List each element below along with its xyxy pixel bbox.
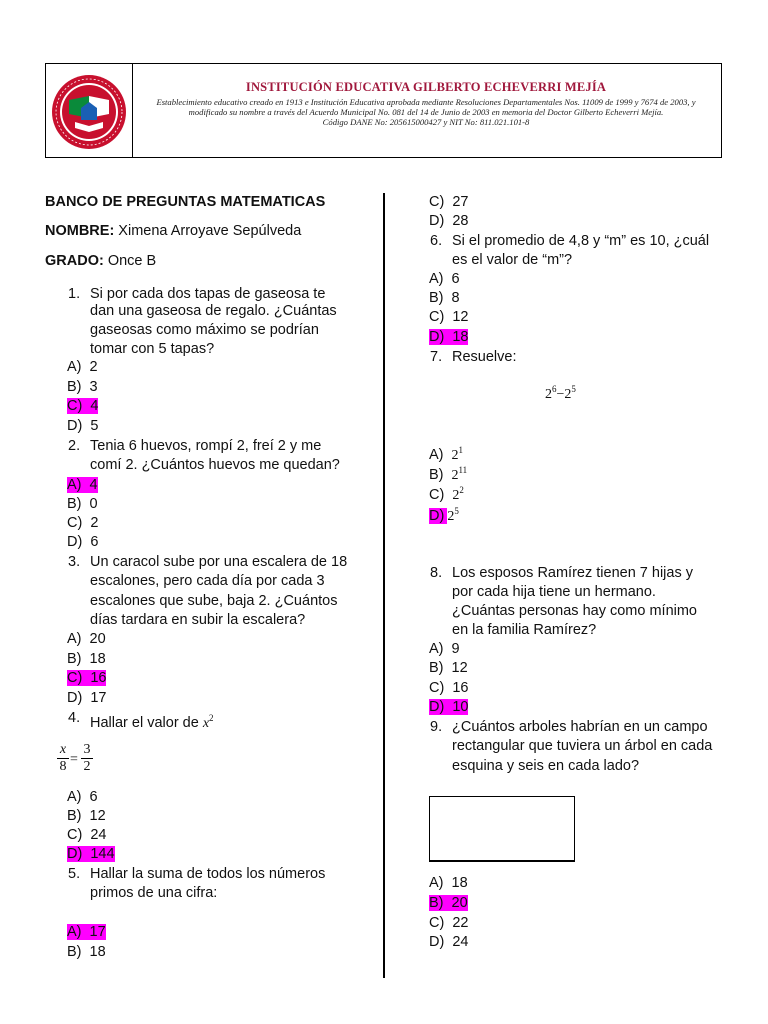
answer-option-correct: D) $2^5$ bbox=[429, 506, 459, 524]
expression: $2^6-2^5$ bbox=[545, 384, 576, 402]
question-number: 3. bbox=[68, 554, 81, 570]
question-number: 5. bbox=[68, 866, 81, 882]
institution-description bbox=[138, 97, 714, 127]
variable: x bbox=[202, 716, 210, 731]
answer-option: B) 3 bbox=[67, 379, 98, 395]
question-text: Resuelve: bbox=[452, 349, 517, 365]
description-line: Código DANE No: 205615000427 y NIT No: 811.021.101-8 bbox=[322, 117, 530, 127]
question-text: Los esposos Ramírez tienen 7 hijas y bbox=[452, 565, 693, 581]
answer-option: A) 6 bbox=[429, 271, 460, 287]
answer-option: B) 12 bbox=[67, 808, 106, 824]
name-label: NOMBRE: bbox=[45, 223, 115, 239]
question-number: 1. bbox=[68, 286, 81, 302]
answer-option-correct: A) 4 bbox=[67, 477, 98, 493]
question-text: días tardara en subir la escalera? bbox=[90, 612, 306, 628]
question-text: en la familia Ramírez? bbox=[452, 622, 597, 638]
student-name bbox=[45, 222, 301, 242]
description-line: modificado su nombre a través del Acuerdo Municipal No. 081 del 14 de Junio de 2003 en memoria del Doctor Gilberto Echeverri Mejía. bbox=[188, 107, 664, 117]
answer-option: A) 6 bbox=[67, 789, 98, 805]
question-number: 8. bbox=[430, 565, 443, 581]
answer-option-correct: C) 16 bbox=[67, 670, 107, 686]
logo-cell bbox=[46, 64, 133, 157]
answer-option: C) 22 bbox=[429, 915, 469, 931]
school-logo-icon bbox=[51, 74, 127, 150]
column-divider bbox=[383, 193, 385, 978]
answer-option: B) 12 bbox=[429, 660, 468, 676]
answer-option: D) 24 bbox=[429, 934, 469, 950]
answer-option-correct: C) 4 bbox=[67, 398, 99, 414]
answer-option: C) 24 bbox=[67, 827, 107, 843]
institution-name: INSTITUCIÓN EDUCATIVA GILBERTO ECHEVERRI MEJÍA bbox=[245, 80, 607, 94]
question-text: escalones que sube, baja 2. ¿Cuántos bbox=[90, 593, 338, 609]
answer-option: A) 18 bbox=[429, 875, 468, 891]
answer-option: D) 5 bbox=[67, 418, 99, 434]
question-text: Si por cada dos tapas de gaseosa te bbox=[90, 286, 326, 302]
question-text: esquina y seis en cada lado? bbox=[452, 758, 640, 774]
answer-option: B) $2^{11}$ bbox=[429, 465, 468, 483]
question-text: es el valor de “m”? bbox=[452, 252, 573, 268]
question-number: 7. bbox=[430, 349, 443, 365]
question-text: ¿Cuántas personas hay como mínimo bbox=[452, 603, 697, 619]
question-number: 2. bbox=[68, 438, 81, 454]
answer-option: B) 0 bbox=[67, 496, 98, 512]
question-text: Si el promedio de 4,8 y “m” es 10, ¿cuál bbox=[452, 233, 710, 249]
question-text: tomar con 5 tapas? bbox=[90, 341, 215, 357]
institution-header bbox=[45, 63, 722, 158]
answer-option: C) 16 bbox=[429, 680, 469, 696]
question-number: 4. bbox=[68, 710, 81, 726]
rectangle-field-figure bbox=[429, 796, 575, 862]
answer-option: D) 17 bbox=[67, 690, 107, 706]
question-text: dan una gaseosa de regalo. ¿Cuántas bbox=[90, 303, 337, 319]
question-text: Tenia 6 huevos, rompí 2, freí 2 y me bbox=[90, 438, 322, 454]
answer-option: A) 20 bbox=[67, 631, 106, 647]
fraction-left: $\frac{x}{8}$ bbox=[57, 742, 69, 775]
question-number: 6. bbox=[430, 233, 443, 249]
question-text: Hallar el valor de $x^2$ bbox=[90, 713, 214, 731]
question-text: Un caracol sube por una escalera de 18 bbox=[90, 554, 348, 570]
header-text bbox=[138, 80, 714, 127]
question-text: escalones, pero cada día por cada 3 bbox=[90, 573, 325, 589]
answer-option-correct: D) 18 bbox=[429, 329, 469, 345]
fraction-right: $\frac{3}{2}$ bbox=[81, 742, 93, 775]
grade-label: GRADO: bbox=[45, 253, 104, 269]
answer-option: C) 2 bbox=[67, 515, 99, 531]
question-text: primos de una cifra: bbox=[90, 885, 218, 901]
answer-option-correct: D) 144 bbox=[67, 846, 115, 862]
description-line: Establecimiento educativo creado en 1913 e Institución Educativa aprobada mediante Resoluciones Departamentales Nos. 11009 de 1999 y 7674 de 2003, y bbox=[156, 97, 696, 107]
answer-option: C) $2^2$ bbox=[429, 485, 464, 503]
answer-option: B) 18 bbox=[67, 651, 106, 667]
answer-option: A) 2 bbox=[67, 359, 98, 375]
question-text: ¿Cuántos arboles habrían en un campo bbox=[452, 719, 708, 735]
grade-value: Once B bbox=[103, 253, 157, 269]
name-value: Ximena Arroyave Sepúlveda bbox=[114, 223, 302, 239]
answer-option: B) 18 bbox=[67, 944, 106, 960]
answer-option-correct: A) 17 bbox=[67, 924, 106, 940]
document-title: BANCO DE PREGUNTAS MATEMATICAS bbox=[45, 194, 326, 210]
answer-option: C) 27 bbox=[429, 194, 469, 210]
answer-option-correct: D) 10 bbox=[429, 699, 469, 715]
answer-option: B) 8 bbox=[429, 290, 460, 306]
equals-sign: = bbox=[70, 752, 78, 767]
answer-option: A) $2^1$ bbox=[429, 445, 463, 463]
question-text: por cada hija tiene un hermano. bbox=[452, 584, 656, 600]
answer-option-correct: B) 20 bbox=[429, 895, 468, 911]
answer-option: D) 6 bbox=[67, 534, 99, 550]
question-text: Hallar la suma de todos los números bbox=[90, 866, 326, 882]
question-text: comí 2. ¿Cuántos huevos me quedan? bbox=[90, 457, 340, 473]
question-text: rectangular que tuviera un árbol en cada bbox=[452, 738, 713, 754]
answer-option: D) 28 bbox=[429, 213, 469, 229]
question-number: 9. bbox=[430, 719, 443, 735]
answer-option: A) 9 bbox=[429, 641, 460, 657]
answer-option: C) 12 bbox=[429, 309, 469, 325]
student-grade bbox=[45, 252, 156, 272]
question-text: gaseosas como máximo se podrían bbox=[90, 322, 319, 338]
